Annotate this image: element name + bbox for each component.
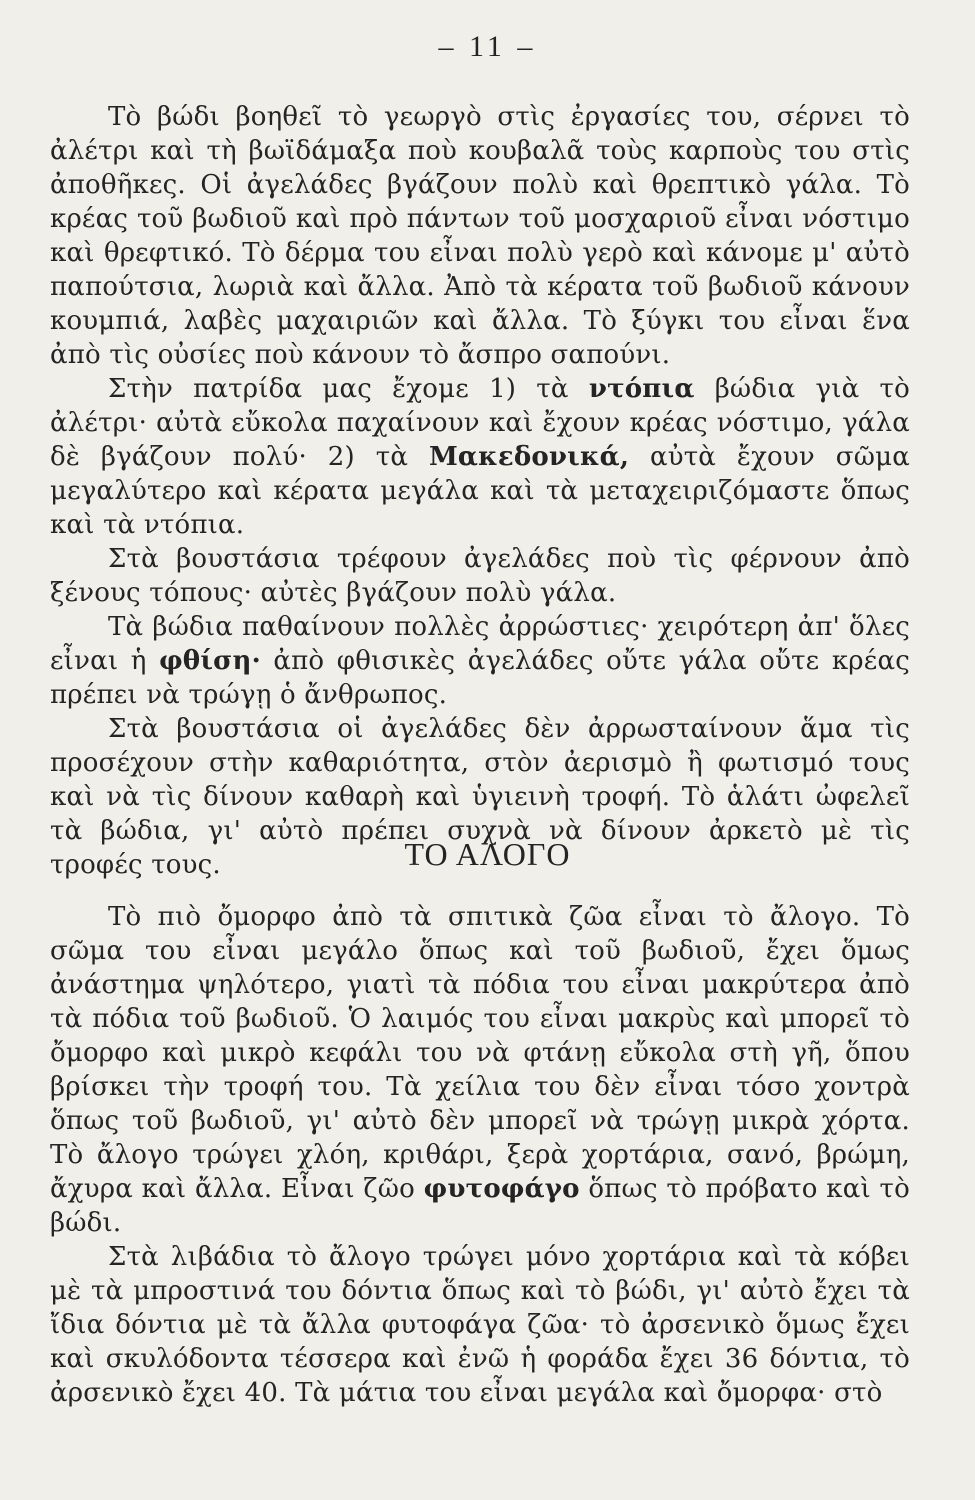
paragraph-ox-care: Στὰ βουστάσια οἱ ἀγελάδες δὲν ἀρρωσταίνουν ἅμα τὶς προσέχουν στὴν καθαριότητα, στὸν ἀερισμὸ ἢ φωτισμό τους καὶ νὰ τὶς δίνουν καθαρὴ καὶ ὑγιεινὴ τροφή. Τὸ ἁλάτι ὠφελεῖ τὰ βώδια, γι' αὐτὸ πρέπει συχνὰ νὰ δίνουν ἀρκετὸ μὲ τὶς τροφές τους. [50,714,910,880]
paragraph-cowsheds: Στὰ βουστάσια τρέφουν ἀγελάδες ποὺ τὶς φέρνουν ἀπὸ ξένους τόπους· αὐτὲς βγάζουν πολὺ γάλα. [50,544,910,608]
bold-term-makedonika: Μακεδονικά, [428,442,630,472]
text-span: ἀπὸ φθισικὲς ἀγελάδες οὔτε γάλα οὔτε κρέας πρέπει νὰ τρώγῃ ὁ ἄνθρωπος. [50,646,910,710]
paragraph-ox-uses: Τὸ βώδι βοηθεῖ τὸ γεωργὸ στὶς ἐργασίες του, σέρνει τὸ ἀλέτρι καὶ τὴ βωϊδάμαξα ποὺ κουβαλᾶ τοὺς καρποὺς του στὶς ἀποθῆκες. Οἱ ἀγελάδες βγάζουν πολὺ καὶ θρεπτικὸ γάλα. Τὸ κρέας τοῦ βωδιοῦ καὶ πρὸ πάντων τοῦ μοσχαριοῦ εἶναι νόστιμο καὶ θρεφτικό. Τὸ δέρμα του εἶναι πολὺ γερὸ καὶ κάνομε μ' αὐτὸ παπούτσια, λωριὰ καὶ ἄλλα. Ἀπὸ τὰ κέρατα τοῦ βωδιοῦ κάνουν κουμπιά, λαβὲς μαχαιριῶν καὶ ἄλλα. Τὸ ξύγκι του εἶναι ἕνα ἀπὸ τὶς οὐσίες ποὺ κάνουν τὸ ἄσπρο σαπούνι. [50,102,910,370]
paragraph-ox-breeds [50,372,910,542]
bold-term-fthisi: φθίση· [159,646,261,676]
section-heading-horse: ΤΟ ΑΛΟΓΟ [404,836,571,872]
text-span: ὅπως τὸ πρόβατο καὶ τὸ βώδι. [50,1174,910,1238]
bold-term-ntopia: ντόπια [588,374,695,404]
page-number: – 11 – [438,30,537,63]
text-span: βώδια γιὰ τὸ ἀλέτρι· αὐτὰ εὔκολα παχαίνουν καὶ ἔχουν κρέας νόστιμο, γάλα δὲ βγάζουν πολύ· 2) τὰ [50,374,910,472]
paragraph-horse-body [50,900,910,1240]
paragraph-horse-teeth: Στὰ λιβάδια τὸ ἄλογο τρώγει μόνο χορτάρια καὶ τὰ κόβει μὲ τὰ μπροστινά του δόντια ὅπως καὶ τὸ βώδι, γι' αὐτὸ ἔχει τὰ ἴδια δόντια μὲ τὰ ἄλλα φυτοφάγα ζῶα· τὸ ἀρσενικὸ ὅμως ἔχει καὶ σκυλόδοντα τέσσερα καὶ ἐνῶ ἡ φοράδα ἔχει 36 δόντια, τὸ ἀρσενικὸ ἔχει 40. Τὰ μάτια του εἶναι μεγάλα καὶ ὄμορφα· στὸ [50,1242,910,1408]
paragraph-ox-diseases [50,610,910,712]
section-horse-text [50,900,910,1410]
text-span: Στὴν πατρίδα μας ἔχομε 1) τὰ [108,374,589,404]
text-span: Τὰ βώδια παθαίνουν πολλὲς ἀρρώστιες· χειρότερη ἀπ' ὅλες εἶναι ἡ [50,612,910,676]
bold-term-fytofago: φυτοφάγο [423,1174,580,1204]
text-span: αὐτὰ ἔχουν σῶμα μεγαλύτερο καὶ κέρατα μεγάλα καὶ τὰ μεταχειριζόμαστε ὅπως καὶ τὰ ντόπια. [50,442,910,540]
section-ox-text [50,100,910,882]
text-span: Τὸ πιὸ ὄμορφο ἀπὸ τὰ σπιτικὰ ζῶα εἶναι τὸ ἄλογο. Τὸ σῶμα του εἶναι μεγάλο ὅπως καὶ τοῦ βωδιοῦ, ἔχει ὅμως ἀνάστημα ψηλότερο, γιατὶ τὰ πόδια του εἶναι μακρύτερα ἀπὸ τὰ πόδια τοῦ βωδιοῦ. Ὁ λαιμός του εἶναι μακρὺς καὶ μπορεῖ τὸ ὄμορφο καὶ μικρὸ κεφάλι του νὰ φτάνῃ εὔκολα στὴ γῆ, ὅπου βρίσκει τὴν τροφή του. Τὰ χείλια του δὲν εἶναι τόσο χοντρὰ ὅπως τοῦ βωδιοῦ, γι' αὐτὸ δὲν μπορεῖ νὰ τρώγῃ μικρὰ χόρτα. Τὸ ἄλογο τρώγει χλόη, κριθάρι, ξερὰ χορτάρια, σανό, βρώμη, ἄχυρα καὶ ἄλλα. Εἶναι ζῶο [50,902,910,1204]
